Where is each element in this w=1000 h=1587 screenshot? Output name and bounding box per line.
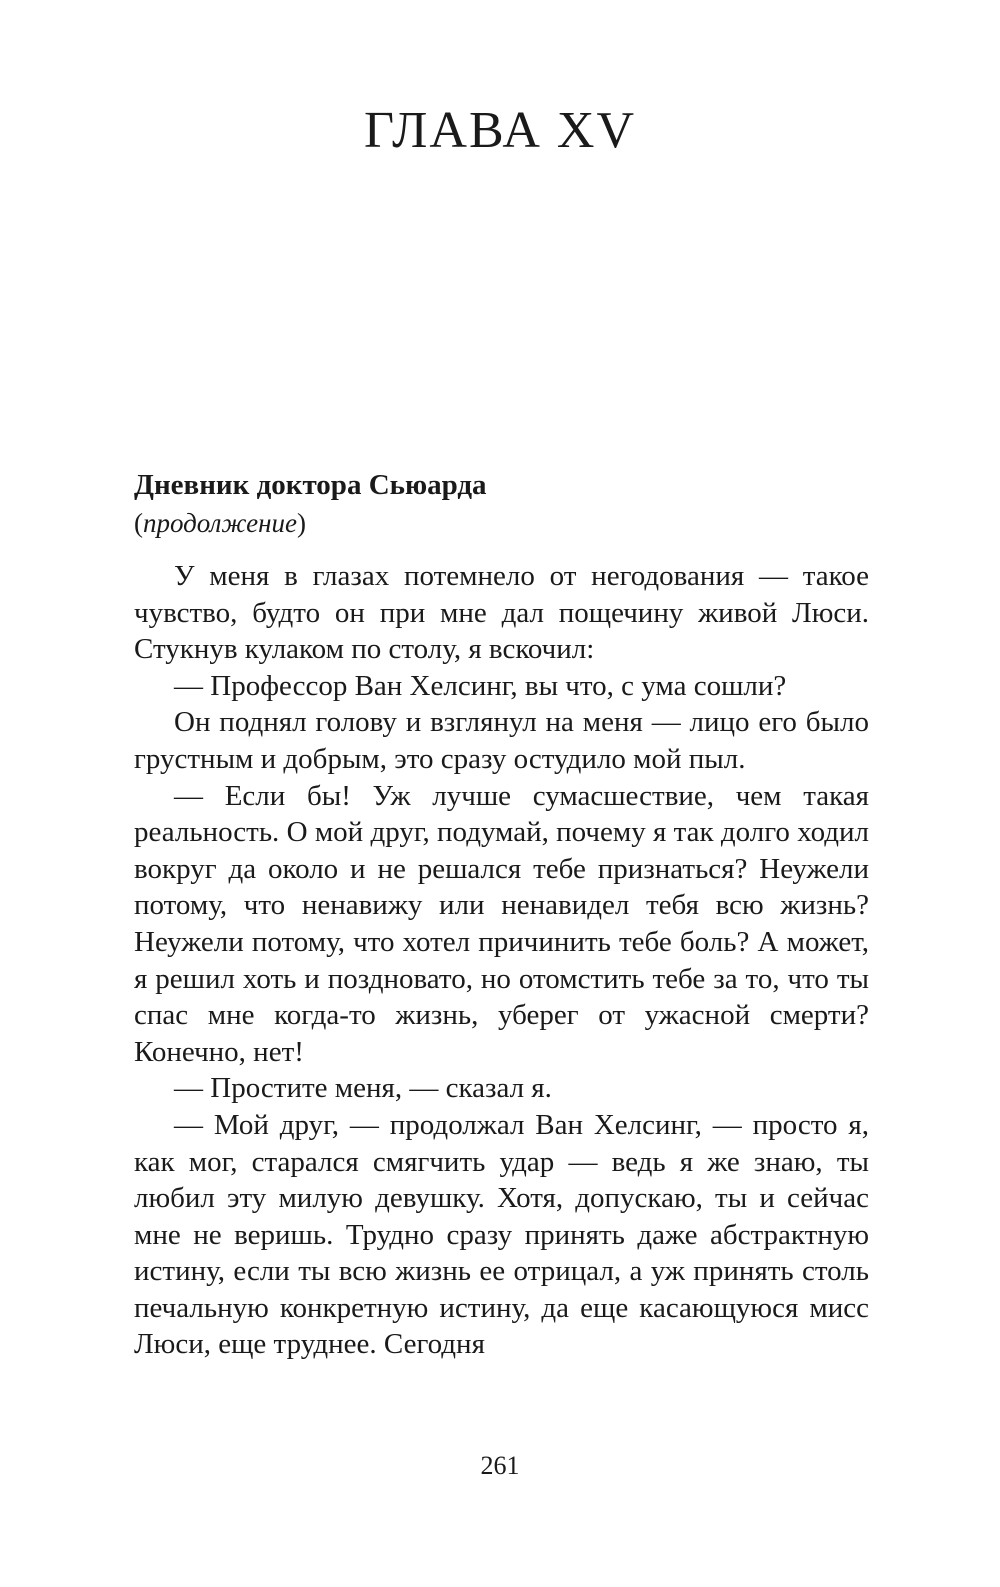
paragraph-4: — Если бы! Уж лучше сумасшествие, чем такая реальность. О мой друг, подумай, почему я так долго ходил вокруг да около и не решался тебе признаться? Неужели потому, что ненавижу или ненавидел тебя всю жизнь? Неужели потому, что хотел причинить тебе боль? А может, я решил хоть и поздновато, но отомстить тебе за то, что ты спас мне когда-то жизнь, уберег от ужасной смерти? Конечно, нет!: [134, 779, 869, 1068]
text-block: [134, 466, 869, 1363]
paragraph-1: У меня в глазах потемнело от негодования — такое чувство, будто он при мне дал пощечину живой Люси. Стукнув кулаком по столу, я вскочил:: [134, 560, 869, 666]
page-number: 261: [480, 1451, 520, 1480]
chapter-title: ГЛАВА XV: [363, 102, 637, 159]
subtitle-open-paren: (: [134, 508, 143, 538]
paragraph-6: — Мой друг, — продолжал Ван Хелсинг, — просто я, как мог, старался смягчить удар — ведь я же знаю, ты любил эту милую девушку. Хотя, допускаю, ты и сейчас мне не веришь. Трудно сразу принять даже абстрактную истину, если ты всю жизнь ее отрицал, а уж принять столь печальную конкретную истину, да еще касающуюся мисс Люси, еще труднее. Сегодня: [134, 1108, 869, 1361]
subtitle-word: продолжение: [143, 508, 298, 538]
section-subtitle: [134, 504, 869, 542]
section-heading: Дневник доктора Сьюарда: [134, 469, 487, 501]
subtitle-close-paren: ): [297, 508, 307, 538]
paragraph-5: — Простите меня, — сказал я.: [174, 1072, 552, 1105]
paragraph-3: Он поднял голову и взглянул на меня — лицо его было грустным и добрым, это сразу остудило мой пыл.: [134, 706, 869, 775]
paragraph-2: — Профессор Ван Хелсинг, вы что, с ума сошли?: [174, 669, 787, 702]
